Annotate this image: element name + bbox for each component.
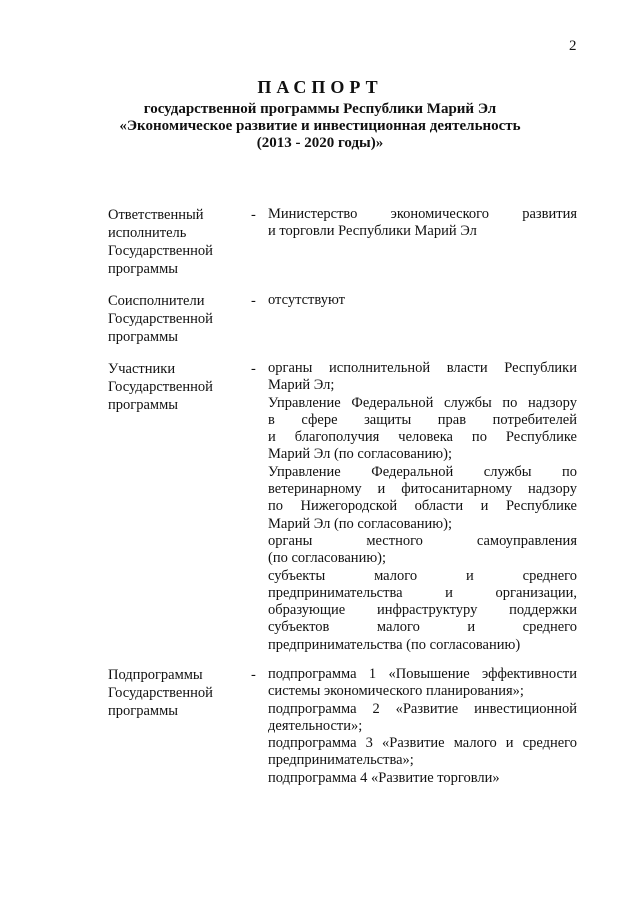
row-dash: - [251, 293, 256, 309]
row-value-line: деятельности»; [268, 717, 363, 734]
row-label-line: Государственной [108, 379, 213, 395]
document-subtitle [0, 101, 640, 152]
row-value-line: подпрограмма 4 «Развитие торговли» [268, 769, 500, 786]
row-value-line: системы экономического планирования»; [268, 683, 524, 700]
row-value-line: субъектов малого и среднего [268, 619, 577, 636]
row-value-line: Министерство экономического развития [268, 206, 577, 222]
row-label-line: Подпрограммы [108, 667, 203, 683]
row-value-line: подпрограмма 2 «Развитие инвестиционной [268, 700, 577, 717]
row-value-line: подпрограмма 3 «Развитие малого и среднего [268, 735, 577, 752]
row-label-line: исполнитель [108, 225, 187, 241]
row-value-line: и торговли Республики Марий Эл [268, 223, 477, 240]
subtitle-line: «Экономическое развитие и инвестиционная деятельность [119, 118, 521, 134]
row-label-line: программы [108, 329, 178, 345]
row-value-line: Управление Федеральной службы по [268, 463, 577, 480]
subtitle-line: (2013 - 2020 годы)» [256, 135, 384, 151]
subtitle-line: государственной программы Республики Марий Эл [143, 101, 497, 117]
row-value-line: Марий Эл (по согласованию); [268, 446, 452, 463]
row-value [268, 666, 577, 787]
row-label-line: Соисполнители [108, 293, 205, 309]
row-label-line: Государственной [108, 685, 213, 701]
row-value-line: и благополучия человека по Республике [268, 429, 577, 446]
row-value-line: (по согласованию); [268, 550, 387, 567]
row-label [108, 360, 238, 414]
row-dash: - [251, 667, 256, 683]
row-value-line: Марий Эл (по согласованию); [268, 515, 452, 532]
row-value-line: образующие инфраструктуру поддержки [268, 602, 577, 619]
row-label-line: программы [108, 397, 178, 413]
page-number: 2 [569, 38, 577, 54]
document-title: ПАСПОРТ [257, 77, 383, 97]
row-value [268, 206, 577, 241]
row-value-line: предпринимательства»; [268, 752, 414, 769]
row-label-line: Государственной [108, 243, 213, 259]
row-label-line: Участники [108, 361, 176, 377]
row-value-line: по Нижегородской области и Республике [268, 498, 577, 515]
row-value-line: отсутствуют [268, 292, 345, 308]
row-value-line: субъекты малого и среднего [268, 567, 577, 584]
row-label-line: Ответственный [108, 207, 204, 223]
row-dash: - [251, 207, 256, 223]
row-value [268, 360, 577, 654]
row-dash: - [251, 361, 256, 377]
row-value-line: предпринимательства и организации, [268, 584, 577, 601]
row-label-line: программы [108, 261, 178, 277]
row-value [268, 292, 577, 309]
row-value-line: в сфере защиты прав потребителей [268, 411, 577, 428]
row-value-line: предпринимательства (по согласованию) [268, 636, 521, 653]
row-value-line: органы местного самоуправления [268, 532, 577, 549]
row-label-line: Государственной [108, 311, 213, 327]
row-value-line: Марий Эл; [268, 377, 335, 394]
row-value-line: подпрограмма 1 «Повышение эффективности [268, 666, 577, 682]
row-value-line: органы исполнительной власти Республики [268, 360, 577, 376]
row-label [108, 292, 238, 346]
row-label [108, 206, 238, 278]
row-value-line: Управление Федеральной службы по надзору [268, 394, 577, 411]
row-value-line: ветеринарному и фитосанитарному надзору [268, 481, 577, 498]
row-label-line: программы [108, 703, 178, 719]
row-label [108, 666, 238, 720]
